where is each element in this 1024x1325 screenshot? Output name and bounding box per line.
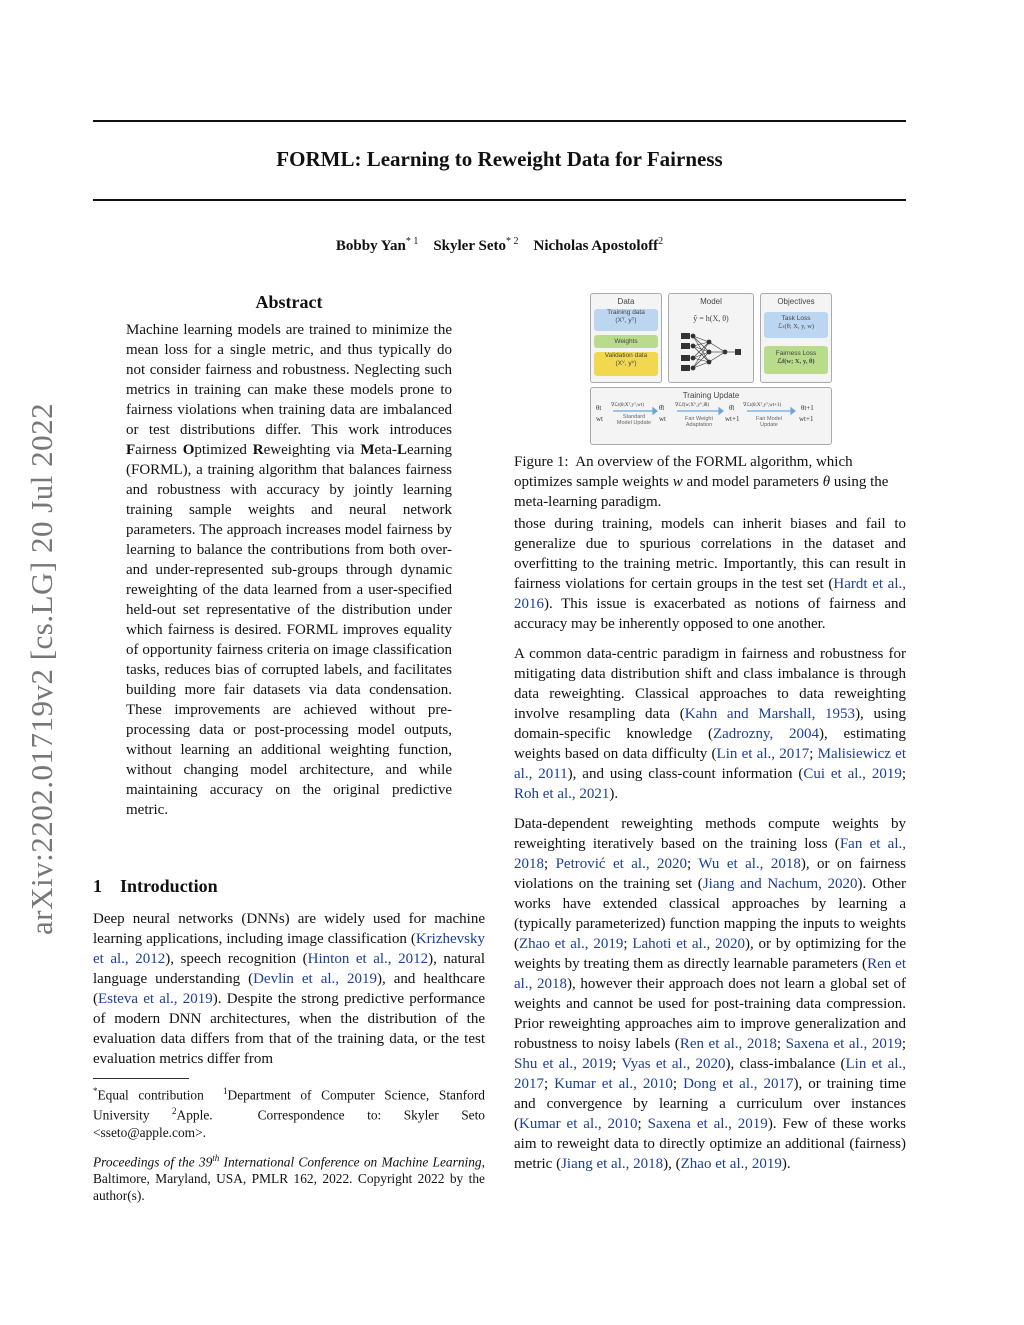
box-label: Task Loss — [781, 315, 811, 322]
acronym-letter: M — [360, 442, 375, 458]
model-panel — [668, 293, 754, 383]
abstract-body — [126, 320, 452, 820]
body-text: ), ( — [663, 1156, 681, 1172]
author-affil: * 2 — [505, 236, 519, 247]
fair-weight-adaptation-label: Fair Weight Adaptation — [684, 416, 714, 428]
author-list — [93, 236, 906, 255]
standard-model-update-label: Standard Model Update — [616, 414, 652, 426]
section-title: Introduction — [120, 876, 218, 896]
section-number: 1 — [93, 876, 102, 896]
training-update-panel — [590, 387, 832, 445]
abstract-text: ptimized — [194, 442, 253, 458]
citation-link[interactable]: Zhao et al., 2019 — [519, 936, 624, 952]
body-text: ), class-imbalance ( — [725, 1056, 846, 1072]
paragraph — [514, 644, 906, 804]
citation-link[interactable]: Krizhevsky et al., 2012 — [93, 931, 485, 967]
gradient-fair-model: ∇ℒt(θ;Xᵀ,yᵀ,wt+1) — [743, 403, 782, 408]
objectives-panel — [760, 293, 832, 383]
panel-title: Objectives — [777, 297, 815, 306]
citation-link[interactable]: Kumar et al., 2010 — [554, 1076, 673, 1092]
footnote-proceedings — [93, 1150, 485, 1204]
w-t-plus-1-label: wt+1 — [799, 415, 814, 423]
caption-text: using the meta-learning paradigm. — [514, 474, 889, 510]
body-text: ; — [637, 1116, 648, 1132]
citation-link[interactable]: Jiang and Nachum, 2020 — [702, 876, 858, 892]
citation-link[interactable]: Lahoti et al., 2020 — [632, 936, 745, 952]
footnote-text: Proceedings of the 39 — [93, 1154, 213, 1170]
citation-link[interactable]: Fan et al., 2018 — [514, 836, 907, 872]
body-text: ). Despite the strong predictive performance of modern DNN architectures, when the distribution of the evaluation data differs from that of the training data, or the test evaluation metrics differ from — [93, 991, 485, 1067]
training-data-box — [594, 309, 658, 331]
abstract-text: earning (FORML), a training algorithm that balances fairness and robustness with accuracy by jointly learning training sample weights and neural network parameters. The approach increases model fairness by learning to balance the contributions from both over- and under-represented sub-groups through dynamic reweighting of the data learned from a user-specified held-out set representative of the distribution under which fairness is desired. FORML improves equality of opportunity fairness criteria on image classification tasks, reduces bias of corrupted labels, and facilitates building more fair datasets via data condensation. These improvements are achieved without pre-processing data or post-processing model outputs, without learning an additional weighting function, without changing model architecture, and while maintaining accuracy on the original predictive metric. — [126, 442, 452, 818]
footnote-text: , Baltimore, Maryland, USA, PMLR 162, 2022. Copyright 2022 by the author(s). — [93, 1154, 485, 1204]
box-symbol: (Xⱽ, yⱽ) — [615, 360, 637, 367]
body-text: ), natural language understanding ( — [93, 951, 485, 987]
citation-link[interactable]: Roh et al., 2021 — [514, 786, 610, 802]
theta-t-plus-1-label: θt+1 — [801, 404, 814, 412]
arxiv-identifier: arXiv:2202.01719v2 [cs.LG] 20 Jul 2022 — [24, 402, 59, 935]
author-name: Skyler Seto — [433, 238, 506, 254]
intro-left-paragraph — [93, 909, 485, 1069]
data-panel — [590, 293, 662, 383]
caption-text: An overview of the FORML algorithm, which optimizes sample weights — [514, 454, 853, 490]
acronym-letter: F — [126, 442, 136, 458]
validation-data-box — [594, 352, 658, 376]
weights-box — [594, 335, 658, 348]
body-text: ), and using class-count information ( — [567, 766, 804, 782]
theta-hat-label: θ̂t — [659, 404, 665, 412]
model-equation: ŷ = h(X, θ) — [693, 314, 729, 323]
abstract-text: airness — [135, 442, 183, 458]
footnote-text: Equal contribution — [97, 1087, 204, 1103]
abstract-text: eweighting via — [263, 442, 361, 458]
title-rule — [93, 199, 906, 201]
body-text: ; — [612, 1056, 622, 1072]
w-t-plus-1-label: wt+1 — [725, 415, 740, 423]
author-name: Bobby Yan — [335, 238, 406, 254]
top-rule — [93, 120, 906, 122]
citation-link[interactable]: Wu et al., 2018 — [698, 856, 801, 872]
caption-label: Figure 1: — [514, 454, 569, 470]
footnote-text: Department of Computer Science, Stanford University — [93, 1087, 485, 1123]
author-affil: * 1 — [405, 236, 419, 247]
body-text: ). This issue is exacerbated as notions of fairness and accuracy may be inherently opposed to one another. — [514, 596, 906, 632]
body-text: Deep neural networks (DNNs) are widely used for machine learning applications, including image classification ( — [93, 911, 485, 947]
citation-link[interactable]: Zadrozny, 2004 — [712, 726, 819, 742]
task-loss-box — [764, 312, 828, 338]
body-text: ; — [544, 856, 556, 872]
citation-link[interactable]: Dong et al., 2017 — [683, 1076, 794, 1092]
citation-link[interactable]: Kumar et al., 2010 — [519, 1116, 638, 1132]
body-text: ; — [623, 936, 633, 952]
body-text: ). Other works have extended classical approaches by learning a (typically parameterized) function mapping the inputs to weights ( — [514, 876, 906, 952]
caption-symbol: w — [672, 474, 683, 490]
citation-link[interactable]: Petrović et al., 2020 — [555, 856, 688, 872]
citation-link[interactable]: Saxena et al., 2019 — [785, 1036, 902, 1052]
citation-link[interactable]: Kahn and Marshall, 1953 — [684, 706, 856, 722]
box-label: Fairness Loss — [775, 350, 817, 357]
citation-link[interactable]: Devlin et al., 2019 — [253, 971, 378, 987]
author-affil: 2 — [658, 236, 664, 247]
fair-model-update-label: Fair Model Update — [756, 416, 782, 428]
acronym-letter: L — [397, 442, 408, 458]
citation-link[interactable]: Ren et al., 2018 — [679, 1036, 777, 1052]
neural-network-icon — [679, 328, 743, 376]
body-text: ). — [609, 786, 619, 802]
fairness-loss-box — [764, 346, 828, 374]
footnote-text: International Conference on Machine Learning — [223, 1154, 482, 1170]
body-text: ), however their approach does not learn a global set of weights and cannot be used for post-training data compression. Prior reweighting approaches aim to improve generalization and robustness to noisy labels ( — [514, 976, 906, 1052]
body-text: Data-dependent reweighting methods compute weights by reweighting iteratively based on the training loss ( — [514, 816, 906, 852]
citation-link[interactable]: Lin et al., 2017 — [514, 1056, 906, 1092]
w-t-label: wt — [659, 415, 666, 423]
paper-title: FORML: Learning to Reweight Data for Fairness — [276, 147, 723, 171]
update-arrows — [591, 388, 831, 444]
section-heading — [93, 876, 218, 897]
paragraph — [514, 814, 906, 1174]
panel-title: Data — [617, 297, 635, 306]
body-text: ), or by optimizing for the weights by treating them as directly learnable parameters ( — [514, 936, 906, 972]
body-text: ), or training time and convergence by learning a curriculum over instances ( — [514, 1076, 907, 1132]
footnote-text: th — [212, 1153, 220, 1163]
footnote-text: Correspondence to: Skyler Seto <sseto@apple.com>. — [93, 1107, 485, 1140]
caption-symbol: θ — [822, 474, 831, 490]
box-symbol: ℒₜ(θ; X, y, w) — [777, 323, 815, 330]
footnote-affiliations: *Equal contribution $^1$Department of Computer Science, Stanford University $^2$Apple. Correspondence to: Skyler Seto <sseto@apple.com>. — [93, 1086, 485, 1140]
body-text: ; — [901, 766, 906, 782]
citation-link[interactable]: Shu et al., 2019 — [514, 1056, 613, 1072]
figure-forml-overview — [590, 293, 831, 443]
citation-link[interactable]: Cui et al., 2019 — [803, 766, 902, 782]
box-symbol: (Xᵀ, yᵀ) — [615, 317, 637, 324]
citation-link[interactable]: Zhao et al., 2019 — [680, 1156, 782, 1172]
citation-link[interactable]: Hinton et al., 2012 — [307, 951, 429, 967]
citation-link[interactable]: Malisiewicz et al., 2011 — [514, 746, 907, 782]
citation-link[interactable]: Esteva et al., 2019 — [98, 991, 213, 1007]
body-text: ; — [809, 746, 818, 762]
body-text: ; — [901, 1036, 906, 1052]
body-text: ; — [544, 1076, 555, 1092]
body-text: ). — [781, 1156, 791, 1172]
acronym-letter: R — [252, 442, 264, 458]
acronym-letter: O — [182, 442, 195, 458]
panel-title: Model — [700, 297, 722, 306]
gradient-task: ∇ℒt(θ;Xᵀ,yᵀ,wt) — [611, 403, 644, 408]
citation-link[interactable]: Vyas et al., 2020 — [621, 1056, 726, 1072]
box-label: Validation data — [604, 352, 648, 359]
abstract-text: Machine learning models are trained to minimize the mean loss for a single metric, and thus typically do not consider fairness and robustness. Neglecting such metrics in training can make these models prone to fairness violations when training data are imbalanced or test distributions differ. This work introduces — [126, 322, 452, 438]
caption-text: and model parameters — [682, 474, 823, 490]
figure-caption — [514, 452, 906, 512]
gradient-fairness: ∇ℒf(w;Xⱽ,yⱽ,θ̂t) — [675, 403, 710, 408]
body-text: ), and healthcare ( — [93, 971, 485, 1007]
body-text: ), or on fairness violations on the training set ( — [514, 856, 906, 892]
body-text: ). Few of these works aim to reweight data to directly optimize an additional (fairness) metric ( — [514, 1116, 907, 1172]
author-name: Nicholas Apostoloff — [533, 238, 659, 254]
box-symbol: ℒf(w; X, y, θ) — [777, 358, 815, 365]
w-t-label: wt — [596, 415, 603, 423]
paragraph — [514, 514, 906, 634]
citation-link[interactable]: Ren et al., 2018 — [514, 956, 906, 992]
right-column — [514, 514, 906, 1184]
citation-link[interactable]: Lin et al., 2017 — [716, 746, 810, 762]
panel-title: Training Update — [682, 391, 740, 400]
abstract-heading: Abstract — [255, 292, 323, 312]
body-text: A common data-centric paradigm in fairness and robustness for mitigating data distribution shift and class imbalance is through data reweighting. Classical approaches to data reweighting involve resampling data ( — [514, 646, 906, 722]
citation-link[interactable]: Hardt et al., 2016 — [514, 576, 906, 612]
footnote-text: Apple. — [176, 1107, 213, 1123]
citation-link[interactable]: Saxena et al., 2019 — [647, 1116, 768, 1132]
theta-t-label: θt — [596, 404, 602, 412]
footnote-rule — [93, 1078, 189, 1079]
theta-hat-label: θ̂t — [729, 404, 735, 412]
box-label: Weights — [614, 338, 638, 345]
body-text: ), using domain-specific knowledge ( — [514, 706, 907, 742]
body-text: ; — [776, 1036, 786, 1052]
body-text: ; — [687, 856, 699, 872]
body-text: those during training, models can inherit biases and fail to generalize due to spurious correlations in the dataset and overfitting to the training metric. Importantly, this can result in fairness violations for certain groups in the test set ( — [514, 516, 906, 592]
citation-link[interactable]: Jiang et al., 2018 — [561, 1156, 664, 1172]
body-text: ), speech recognition ( — [165, 951, 308, 967]
box-label: Training data — [607, 309, 645, 316]
abstract-text: eta- — [374, 442, 397, 458]
body-text: ), estimating weights based on data difficulty ( — [514, 726, 906, 762]
body-text: ; — [672, 1076, 684, 1092]
